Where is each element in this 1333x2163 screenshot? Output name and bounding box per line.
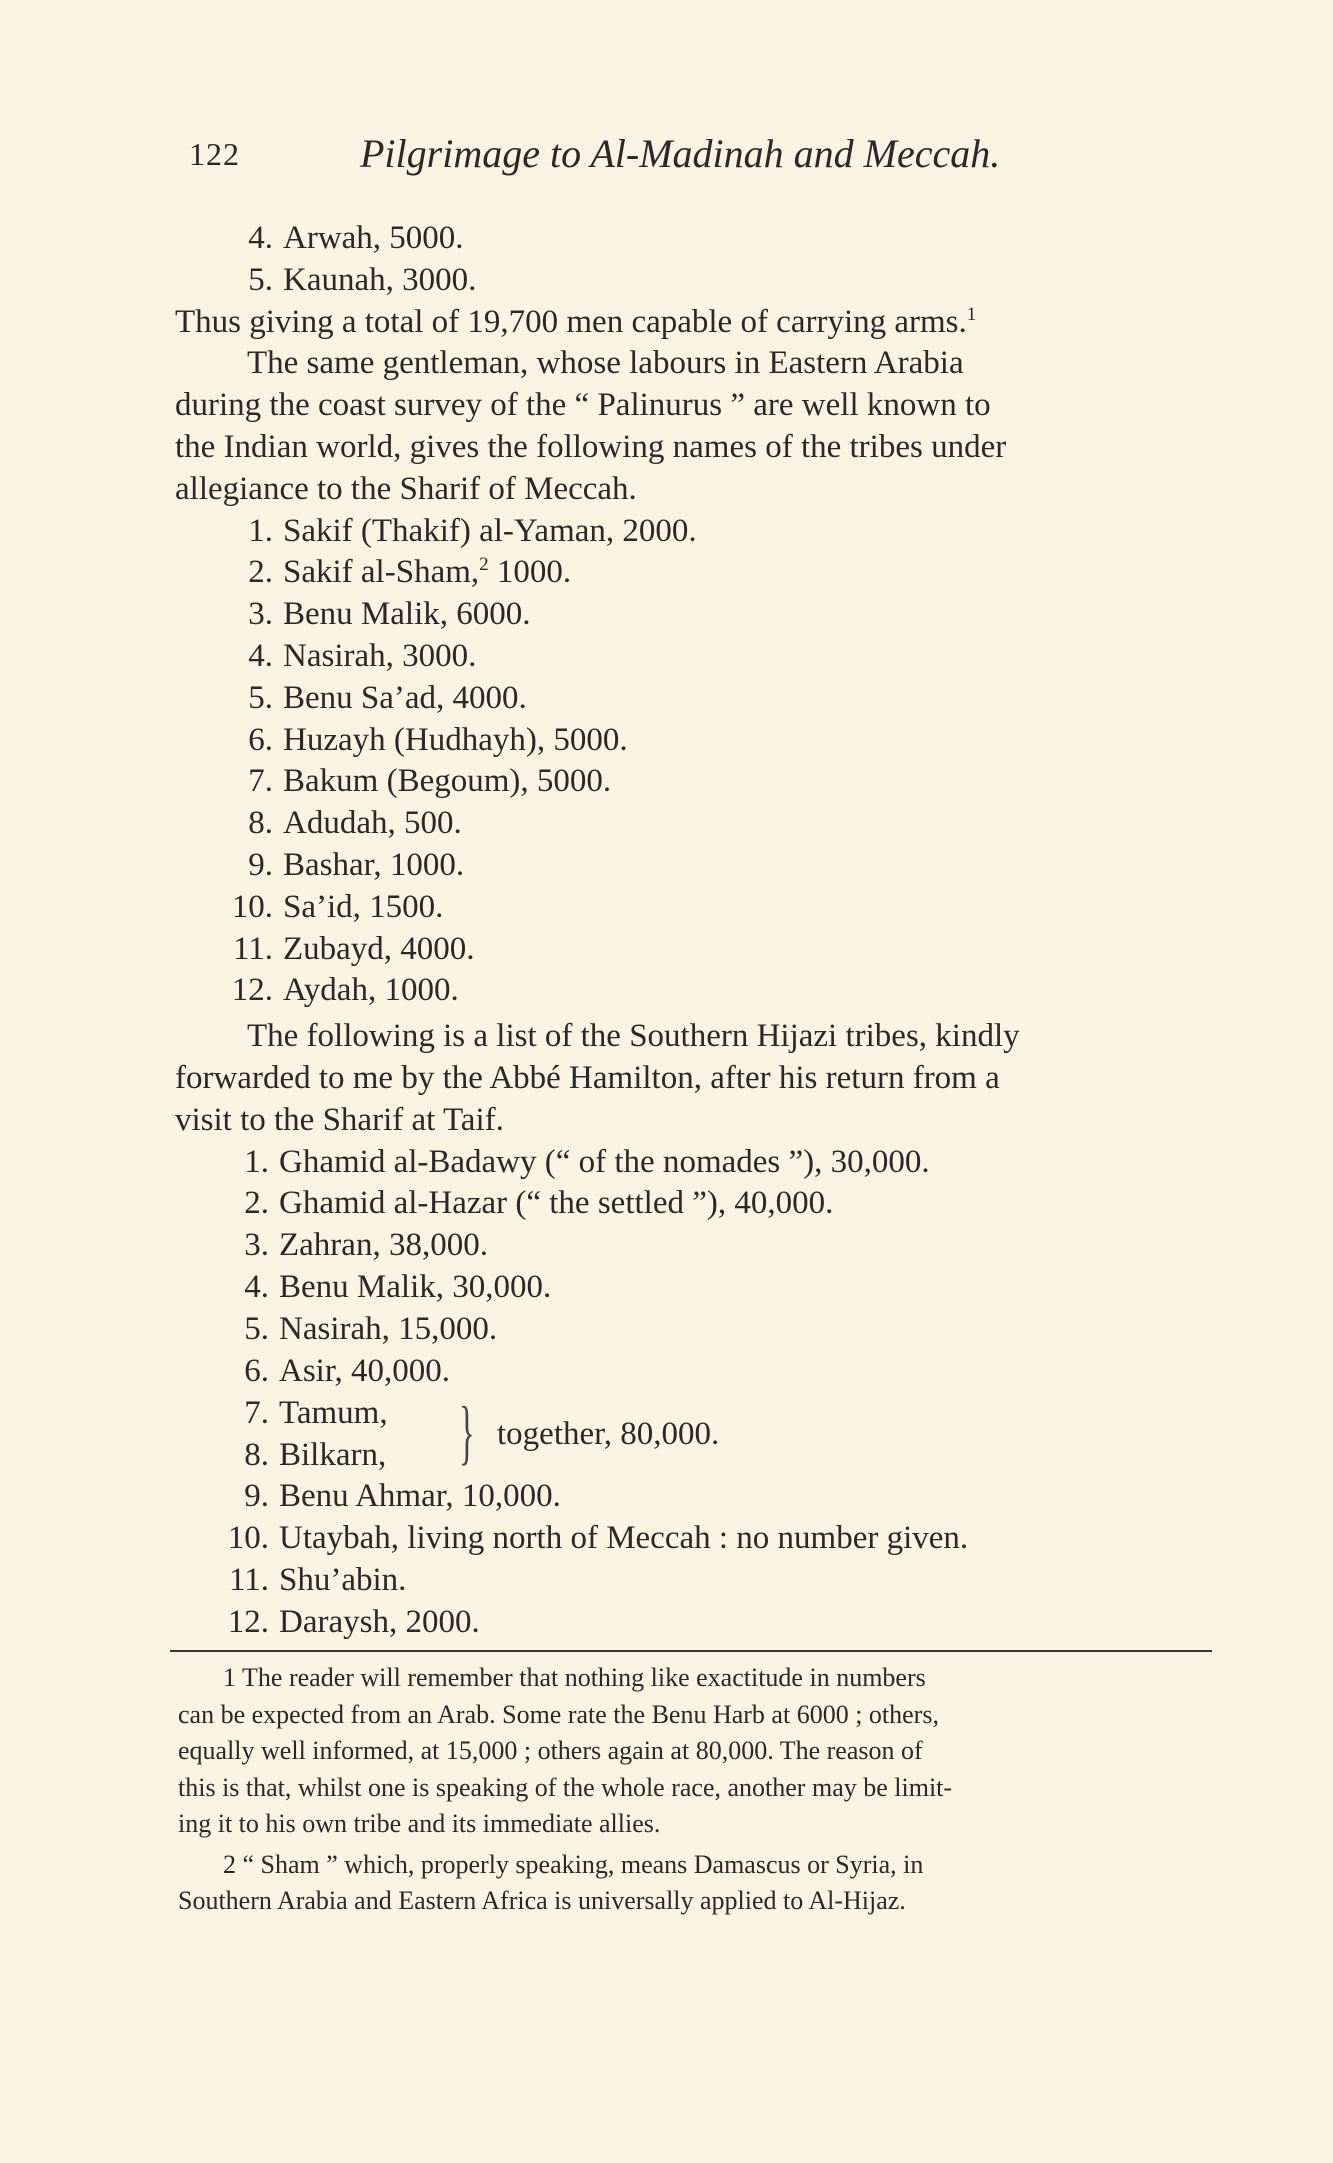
paragraph-line: The same gentleman, whose labours in Eastern Arabia [247,345,964,382]
list-item: 1. Ghamid al-Badawy (“ of the nomades ”), 30,000. [244,1143,930,1180]
list-item: 9. Benu Ahmar, 10,000. [244,1478,561,1515]
brace-icon: } [459,1392,475,1473]
list-item: 7. Tamum, [244,1395,388,1432]
main-text [175,218,1230,1644]
list-item: 4. Arwah, 5000. [248,220,464,256]
list-item: 4. Benu Malik, 30,000. [244,1268,552,1305]
list-item: 5. Nasirah, 15,000. [244,1310,498,1347]
list-item: 6. Huzayh (Hudhayh), 5000. [248,721,628,758]
footnote-line: Southern Arabia and Eastern Africa is universally applied to Al-Hijaz. [178,1886,906,1915]
paragraph-line: the Indian world, gives the following names of the tribes under [175,428,1007,465]
list-item: 1. Sakif (Thakif) al-Yaman, 2000. [248,512,697,549]
list-item: 12. Aydah, 1000. [231,972,459,1009]
list-item: 3. Benu Malik, 6000. [248,596,531,633]
footnote-ref: 2 [479,554,489,576]
paragraph-line: forwarded to me by the Abbé Hamilton, after his return from a [175,1059,1000,1096]
list-item: 10. Sa’id, 1500. [231,888,444,925]
list-item: 3. Zahran, 38,000. [244,1227,488,1264]
page-header [0,130,1333,180]
bracketed-group [175,1392,1230,1476]
footnote-line: can be expected from an Arab. Some rate the Benu Harb at 6000 ; others, [178,1699,939,1729]
footnotes [178,1660,1213,1920]
list-item: 7. Bakum (Begoum), 5000. [248,763,612,800]
group-total: together, 80,000. [497,1416,720,1453]
list-item: 11. Shu’abin. [228,1561,407,1598]
footnote-line: equally well informed, at 15,000 ; others again at 80,000. The reason of [178,1736,923,1765]
footnote-ref: 1 [966,303,977,325]
paragraph-line: during the coast survey of the “ Palinurus ” are well known to [175,387,991,424]
list-item: 8. Bilkarn, [244,1437,387,1474]
footnote-line: this is that, whilst one is speaking of the whole race, another may be limit- [178,1772,953,1802]
page-number: 122 [189,136,240,172]
running-title: Pilgrimage to Al-Madinah and Meccah. [360,131,1001,176]
list-item: 5. Kaunah, 3000. [248,261,477,298]
list-item: 6. Asir, 40,000. [244,1352,451,1389]
list-item: 10. Utaybah, living north of Meccah : no number given. [227,1520,969,1557]
paragraph-line: visit to the Sharif at Taif. [175,1101,504,1138]
list-item: 12. Daraysh, 2000. [227,1603,480,1640]
paragraph-line: The following is a list of the Southern Hijazi tribes, kindly [247,1018,1020,1055]
list-item: 2. Sakif al-Sham,$^2$ 1000. [248,554,572,591]
footnote-line: ing it to his own tribe and its immediate allies. [178,1809,661,1838]
list-item: 4. Nasirah, 3000. [248,637,477,674]
paragraph-line: allegiance to the Sharif of Meccah. [175,470,637,507]
list-item: 8. Adudah, 500. [248,805,462,842]
footnote-line: 2 “ Sham ” which, properly speaking, means Damascus or Syria, in [223,1849,924,1879]
list-item: 9. Bashar, 1000. [248,846,465,883]
footnote-divider [170,1650,1212,1652]
total-line: Thus giving a total of 19,700 men capable of carrying arms.$^1$ [175,303,977,340]
list-item: 2. Ghamid al-Hazar (“ the settled ”), 40,000. [244,1185,834,1222]
list-item: 11. Zubayd, 4000. [232,930,475,967]
list-item: 5. Benu Sa’ad, 4000. [248,679,527,716]
footnote-line: 1 The reader will remember that nothing like exactitude in numbers [223,1663,926,1692]
